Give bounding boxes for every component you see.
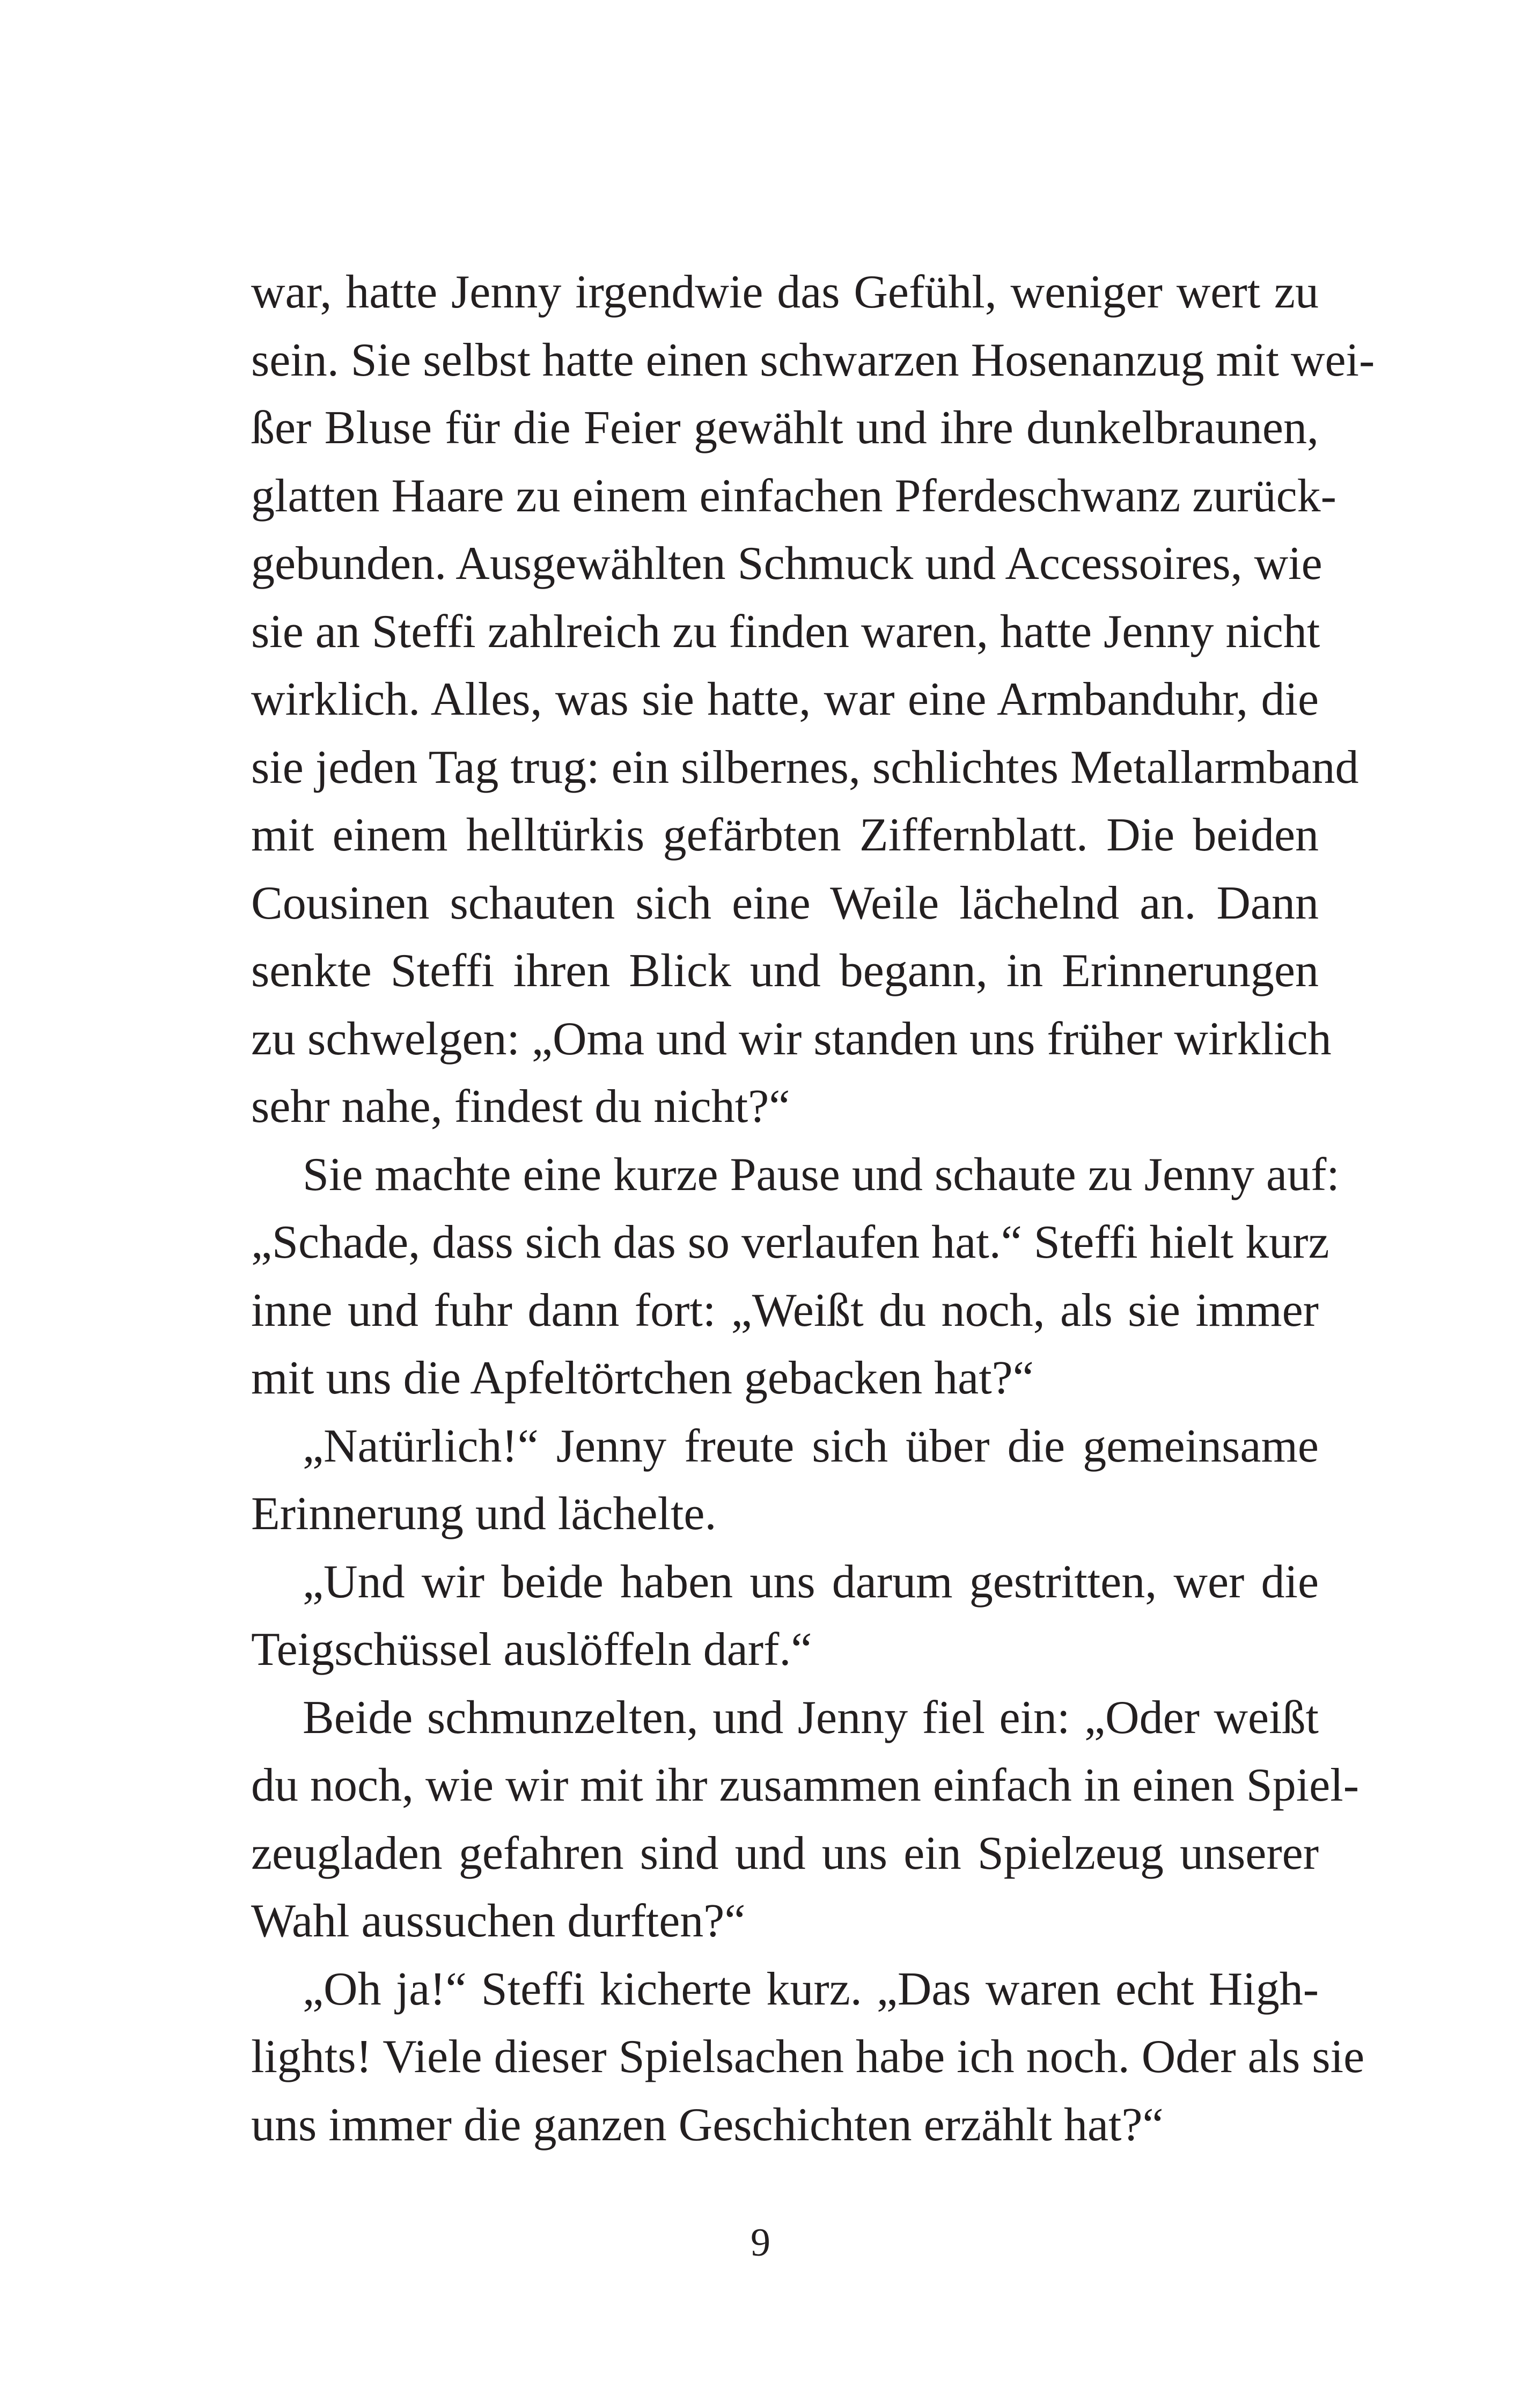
text-line: war, hatte Jenny irgendwie das Gefühl, weniger wert zu — [251, 266, 1319, 318]
text-line: senkte Steffi ihren Blick und begann, in Erinnerungen — [251, 945, 1319, 997]
text-line: du noch, wie wir mit ihr zusammen einfach in einen Spiel- — [251, 1759, 1359, 1811]
text-line: wirklich. Alles, was sie hatte, war eine Armbanduhr, die — [251, 673, 1319, 725]
text-line: ßer Bluse für die Feier gewählt und ihre dunkelbraunen, — [251, 402, 1319, 454]
text-line: mit uns die Apfeltörtchen gebacken hat?“ — [251, 1352, 1034, 1404]
text-line: „Oh ja!“ Steffi kicherte kurz. „Das waren echt High- — [303, 1963, 1319, 2015]
text-line: Erinnerung und lächelte. — [251, 1488, 717, 1540]
text-line: „Und wir beide haben uns darum gestritten, wer die — [303, 1555, 1319, 1608]
text-line: gebunden. Ausgewählten Schmuck und Accessoires, wie — [251, 538, 1322, 590]
text-line: sehr nahe, findest du nicht?“ — [251, 1081, 790, 1133]
text-line: zeugladen gefahren sind und uns ein Spielzeug unserer — [251, 1827, 1319, 1880]
body-text — [251, 259, 1375, 2159]
text-line: zu schwelgen: „Oma und wir standen uns früher wirklich — [251, 1012, 1332, 1065]
text-line: Beide schmunzelten, und Jenny fiel ein: „Oder weißt — [303, 1691, 1319, 1744]
page-number: 9 — [751, 2221, 770, 2265]
text-line: mit einem helltürkis gefärbten Ziffernblatt. Die beiden — [251, 809, 1319, 861]
text-line: glatten Haare zu einem einfachen Pferdeschwanz zurück- — [251, 469, 1336, 522]
text-line: sein. Sie selbst hatte einen schwarzen Hosenanzug mit wei- — [251, 334, 1375, 386]
text-line: Sie machte eine kurze Pause und schaute zu Jenny auf: — [303, 1148, 1340, 1201]
text-line: „Schade, dass sich das so verlaufen hat.“ Steffi hielt kurz — [251, 1216, 1329, 1268]
text-line: „Natürlich!“ Jenny freute sich über die gemeinsame — [303, 1420, 1319, 1472]
text-line: uns immer die ganzen Geschichten erzählt hat?“ — [251, 2098, 1164, 2151]
text-line: lights! Viele dieser Spielsachen habe ich noch. Oder als sie — [251, 2031, 1365, 2083]
text-line: sie jeden Tag trug: ein silbernes, schlichtes Metallarmband — [251, 741, 1359, 794]
text-line: inne und fuhr dann fort: „Weißt du noch, als sie immer — [251, 1284, 1319, 1337]
text-line: Wahl aussuchen durften?“ — [251, 1895, 746, 1947]
text-line: Cousinen schauten sich eine Weile lächelnd an. Dann — [251, 877, 1319, 929]
text-line: sie an Steffi zahlreich zu finden waren, hatte Jenny nicht — [251, 605, 1320, 658]
text-line: Teigschüssel auslöffeln darf.“ — [251, 1624, 812, 1676]
